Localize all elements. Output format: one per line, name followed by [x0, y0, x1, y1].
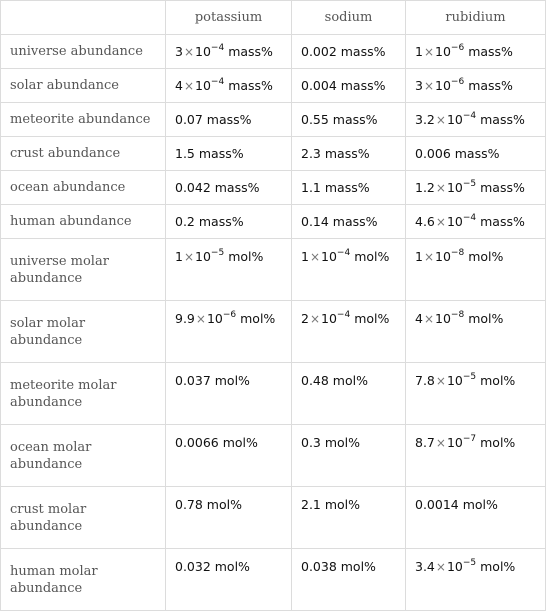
base-ten: 10 [446, 180, 463, 196]
exponent: −8 [450, 248, 465, 258]
coefficient: 1 [415, 44, 423, 60]
unit: mass% [228, 78, 273, 94]
cell-rubidium [406, 69, 546, 103]
coefficient: 4.6 [415, 214, 435, 230]
cell-sodium [292, 239, 406, 301]
row-label: meteorite abundance [1, 103, 166, 137]
base-ten: 10 [195, 78, 211, 94]
cell-rubidium [406, 425, 546, 487]
cell-sodium: 0.55 mass% [292, 103, 406, 137]
times-sign: × [435, 374, 446, 389]
cell-potassium: 0.2 mass% [166, 205, 292, 239]
exponent: −8 [450, 310, 465, 320]
unit: mass% [468, 78, 513, 94]
exponent: −5 [462, 178, 477, 189]
row-label: crust abundance [1, 137, 166, 171]
exponent: −5 [210, 248, 225, 258]
cell-rubidium [406, 549, 546, 611]
base-ten: 10 [321, 311, 337, 327]
times-sign: × [309, 250, 321, 265]
row-label: human abundance [1, 205, 166, 239]
times-sign: × [423, 79, 435, 94]
exponent: −6 [222, 310, 237, 320]
coefficient: 7.8 [415, 373, 435, 389]
row-label: universe abundance [1, 35, 166, 69]
coefficient: 1 [175, 249, 183, 265]
cell-potassium [166, 69, 292, 103]
cell-sodium: 0.002 mass% [292, 35, 406, 69]
times-sign: × [435, 113, 446, 128]
cell-rubidium: 0.0014 mol% [406, 487, 546, 549]
times-sign: × [183, 250, 195, 265]
table-row [1, 69, 546, 103]
table-row [1, 425, 546, 487]
coefficient: 1.2 [415, 180, 435, 196]
cell-sodium: 0.48 mol% [292, 363, 406, 425]
cell-sodium: 2.3 mass% [292, 137, 406, 171]
base-ten: 10 [195, 249, 211, 265]
row-label: ocean abundance [1, 171, 166, 205]
row-label: solar abundance [1, 69, 166, 103]
coefficient: 4 [415, 311, 423, 327]
header-row [1, 1, 546, 35]
cell-potassium: 1.5 mass% [166, 137, 292, 171]
coefficient: 3 [175, 44, 183, 60]
coefficient: 2 [301, 311, 309, 327]
cell-potassium: 0.042 mass% [166, 171, 292, 205]
times-sign: × [435, 560, 446, 575]
cell-rubidium [406, 205, 546, 239]
table-row [1, 35, 546, 69]
cell-sodium [292, 301, 406, 363]
base-ten: 10 [446, 435, 463, 451]
exponent: −6 [450, 76, 465, 87]
cell-sodium: 0.14 mass% [292, 205, 406, 239]
table-row [1, 205, 546, 239]
exponent: −4 [462, 110, 477, 121]
table-row [1, 239, 546, 301]
times-sign: × [423, 250, 435, 265]
row-label: universe molar abundance [1, 239, 166, 301]
table-row [1, 137, 546, 171]
unit: mass% [480, 180, 525, 196]
cell-sodium: 0.038 mol% [292, 549, 406, 611]
cell-rubidium [406, 239, 546, 301]
cell-potassium [166, 301, 292, 363]
table-row [1, 549, 546, 611]
base-ten: 10 [446, 214, 463, 230]
times-sign: × [435, 181, 446, 196]
cell-sodium: 1.1 mass% [292, 171, 406, 205]
cell-rubidium [406, 363, 546, 425]
cell-potassium: 0.037 mol% [166, 363, 292, 425]
coefficient: 1 [415, 249, 423, 265]
base-ten: 10 [435, 311, 451, 327]
coefficient: 3.2 [415, 112, 435, 128]
cell-rubidium [406, 171, 546, 205]
cell-sodium: 0.004 mass% [292, 69, 406, 103]
unit: mol% [480, 435, 516, 451]
exponent: −5 [462, 558, 477, 568]
unit: mass% [228, 44, 273, 60]
unit: mol% [468, 249, 504, 265]
times-sign: × [309, 312, 321, 327]
exponent: −4 [336, 310, 351, 320]
row-label: meteorite molar abundance [1, 363, 166, 425]
exponent: −7 [462, 434, 477, 444]
cell-rubidium [406, 301, 546, 363]
exponent: −4 [462, 212, 477, 223]
row-label: human molar abundance [1, 549, 166, 611]
times-sign: × [435, 436, 446, 451]
column-header-rubidium: rubidium [406, 1, 546, 35]
times-sign: × [423, 312, 435, 327]
coefficient: 1 [301, 249, 309, 265]
base-ten: 10 [206, 311, 223, 327]
cell-rubidium [406, 103, 546, 137]
unit: mass% [468, 44, 513, 60]
table-body [1, 35, 546, 611]
unit: mol% [468, 311, 504, 327]
unit: mol% [240, 311, 276, 327]
row-label: crust molar abundance [1, 487, 166, 549]
cell-potassium [166, 35, 292, 69]
cell-sodium: 0.3 mol% [292, 425, 406, 487]
row-label: ocean molar abundance [1, 425, 166, 487]
unit: mol% [480, 559, 516, 575]
cell-sodium: 2.1 mol% [292, 487, 406, 549]
unit: mol% [480, 373, 516, 389]
base-ten: 10 [435, 78, 451, 94]
cell-potassium: 0.032 mol% [166, 549, 292, 611]
base-ten: 10 [446, 559, 463, 575]
base-ten: 10 [446, 373, 463, 389]
table-row [1, 363, 546, 425]
exponent: −4 [210, 76, 225, 87]
times-sign: × [423, 45, 435, 60]
column-header-sodium: sodium [292, 1, 406, 35]
row-label: solar molar abundance [1, 301, 166, 363]
unit: mass% [480, 214, 525, 230]
header-corner [1, 1, 166, 35]
exponent: −6 [450, 42, 465, 53]
cell-potassium: 0.0066 mol% [166, 425, 292, 487]
base-ten: 10 [321, 249, 337, 265]
table-row [1, 103, 546, 137]
cell-rubidium [406, 35, 546, 69]
unit: mol% [354, 311, 390, 327]
exponent: −4 [210, 42, 225, 53]
table-row [1, 301, 546, 363]
times-sign: × [435, 215, 446, 230]
cell-rubidium: 0.006 mass% [406, 137, 546, 171]
times-sign: × [183, 45, 195, 60]
unit: mol% [228, 249, 264, 265]
times-sign: × [195, 312, 206, 327]
cell-potassium: 0.07 mass% [166, 103, 292, 137]
base-ten: 10 [446, 112, 463, 128]
coefficient: 3.4 [415, 559, 435, 575]
exponent: −5 [462, 372, 477, 382]
exponent: −4 [336, 248, 351, 258]
unit: mol% [354, 249, 390, 265]
base-ten: 10 [435, 249, 451, 265]
coefficient: 9.9 [175, 311, 195, 327]
base-ten: 10 [195, 44, 211, 60]
times-sign: × [183, 79, 195, 94]
table-row [1, 171, 546, 205]
column-header-potassium: potassium [166, 1, 292, 35]
unit: mass% [480, 112, 525, 128]
cell-potassium: 0.78 mol% [166, 487, 292, 549]
coefficient: 8.7 [415, 435, 435, 451]
coefficient: 4 [175, 78, 183, 94]
table-row [1, 487, 546, 549]
cell-potassium [166, 239, 292, 301]
base-ten: 10 [435, 44, 451, 60]
coefficient: 3 [415, 78, 423, 94]
